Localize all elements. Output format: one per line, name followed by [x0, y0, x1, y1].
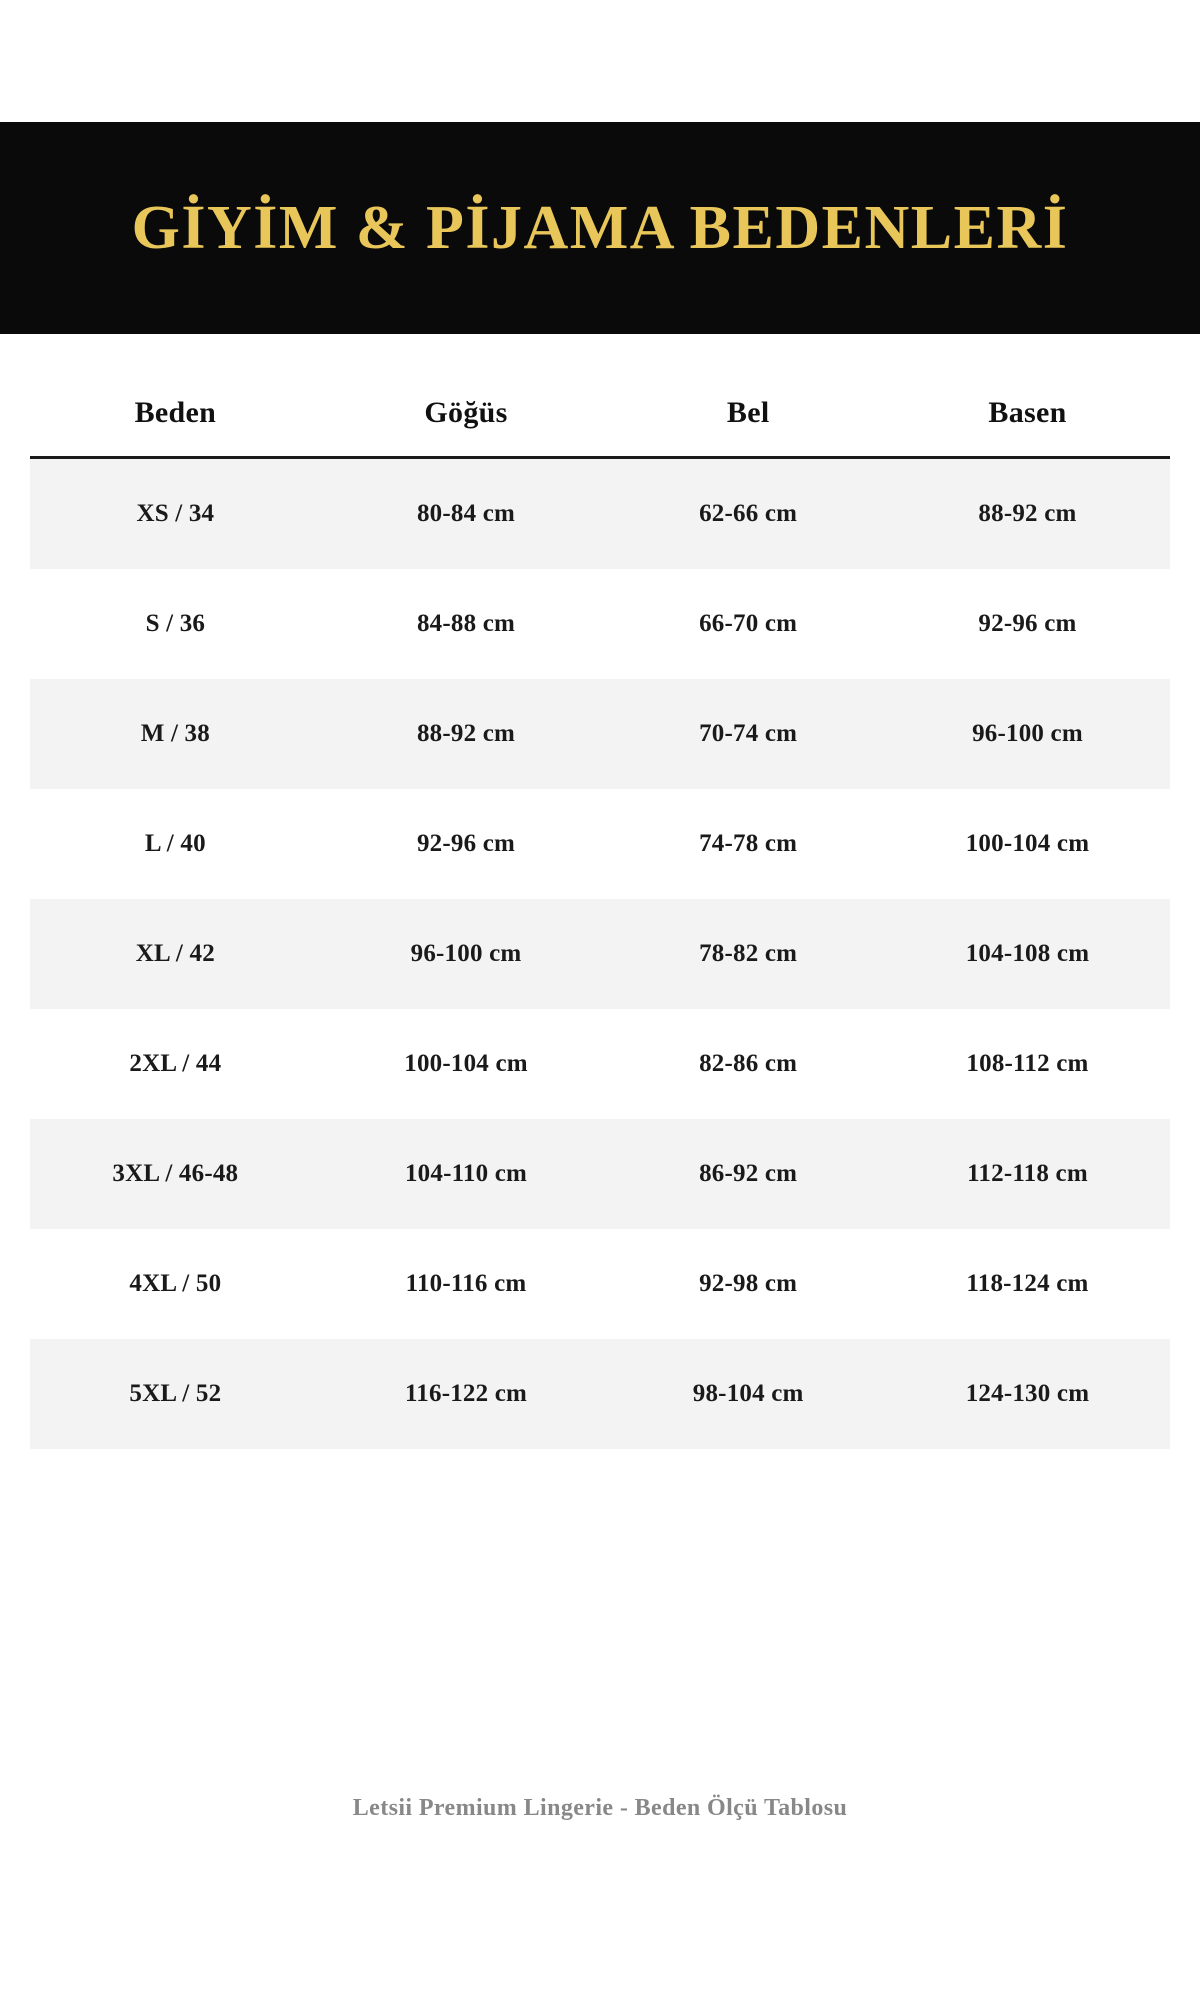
column-header-basen: Basen [885, 396, 1170, 458]
cell-gogus: 92-96 cm [321, 789, 612, 899]
table-row [30, 1339, 1170, 1449]
cell-gogus: 104-110 cm [321, 1119, 612, 1229]
cell-gogus: 80-84 cm [321, 458, 612, 570]
cell-bel: 74-78 cm [611, 789, 885, 899]
cell-bel: 82-86 cm [611, 1009, 885, 1119]
cell-bel: 92-98 cm [611, 1229, 885, 1339]
table-body [30, 458, 1170, 1450]
table-header-row [30, 396, 1170, 458]
cell-gogus: 116-122 cm [321, 1339, 612, 1449]
cell-gogus: 88-92 cm [321, 679, 612, 789]
cell-bel: 86-92 cm [611, 1119, 885, 1229]
cell-bel: 98-104 cm [611, 1339, 885, 1449]
footer-text: Letsii Premium Lingerie - Beden Ölçü Tablosu [352, 1795, 848, 1821]
cell-basen: 104-108 cm [885, 899, 1170, 1009]
header-banner [0, 122, 1200, 334]
cell-beden: M / 38 [30, 679, 321, 789]
page-title: GİYİM & PİJAMA BEDENLERİ [131, 193, 1069, 262]
cell-beden: XL / 42 [30, 899, 321, 1009]
cell-beden: 2XL / 44 [30, 1009, 321, 1119]
cell-gogus: 96-100 cm [321, 899, 612, 1009]
column-header-gogus: Göğüs [321, 396, 612, 458]
table-row [30, 679, 1170, 789]
cell-basen: 108-112 cm [885, 1009, 1170, 1119]
cell-beden: XS / 34 [30, 458, 321, 570]
cell-beden: L / 40 [30, 789, 321, 899]
cell-basen: 100-104 cm [885, 789, 1170, 899]
cell-bel: 70-74 cm [611, 679, 885, 789]
cell-basen: 92-96 cm [885, 569, 1170, 679]
cell-beden: 4XL / 50 [30, 1229, 321, 1339]
cell-gogus: 84-88 cm [321, 569, 612, 679]
cell-bel: 66-70 cm [611, 569, 885, 679]
table-row [30, 1229, 1170, 1339]
table-row [30, 1009, 1170, 1119]
footer [0, 1795, 1200, 1822]
cell-gogus: 100-104 cm [321, 1009, 612, 1119]
cell-basen: 118-124 cm [885, 1229, 1170, 1339]
table-row [30, 458, 1170, 570]
table-row [30, 1119, 1170, 1229]
cell-basen: 112-118 cm [885, 1119, 1170, 1229]
size-table-container [30, 396, 1170, 1449]
size-table [30, 396, 1170, 1449]
table-row [30, 569, 1170, 679]
table-row [30, 899, 1170, 1009]
table-row [30, 789, 1170, 899]
cell-bel: 62-66 cm [611, 458, 885, 570]
cell-beden: 5XL / 52 [30, 1339, 321, 1449]
cell-beden: 3XL / 46-48 [30, 1119, 321, 1229]
cell-beden: S / 36 [30, 569, 321, 679]
column-header-bel: Bel [611, 396, 885, 458]
cell-basen: 124-130 cm [885, 1339, 1170, 1449]
cell-gogus: 110-116 cm [321, 1229, 612, 1339]
cell-basen: 88-92 cm [885, 458, 1170, 570]
table-header [30, 396, 1170, 458]
cell-bel: 78-82 cm [611, 899, 885, 1009]
cell-basen: 96-100 cm [885, 679, 1170, 789]
column-header-beden: Beden [30, 396, 321, 458]
